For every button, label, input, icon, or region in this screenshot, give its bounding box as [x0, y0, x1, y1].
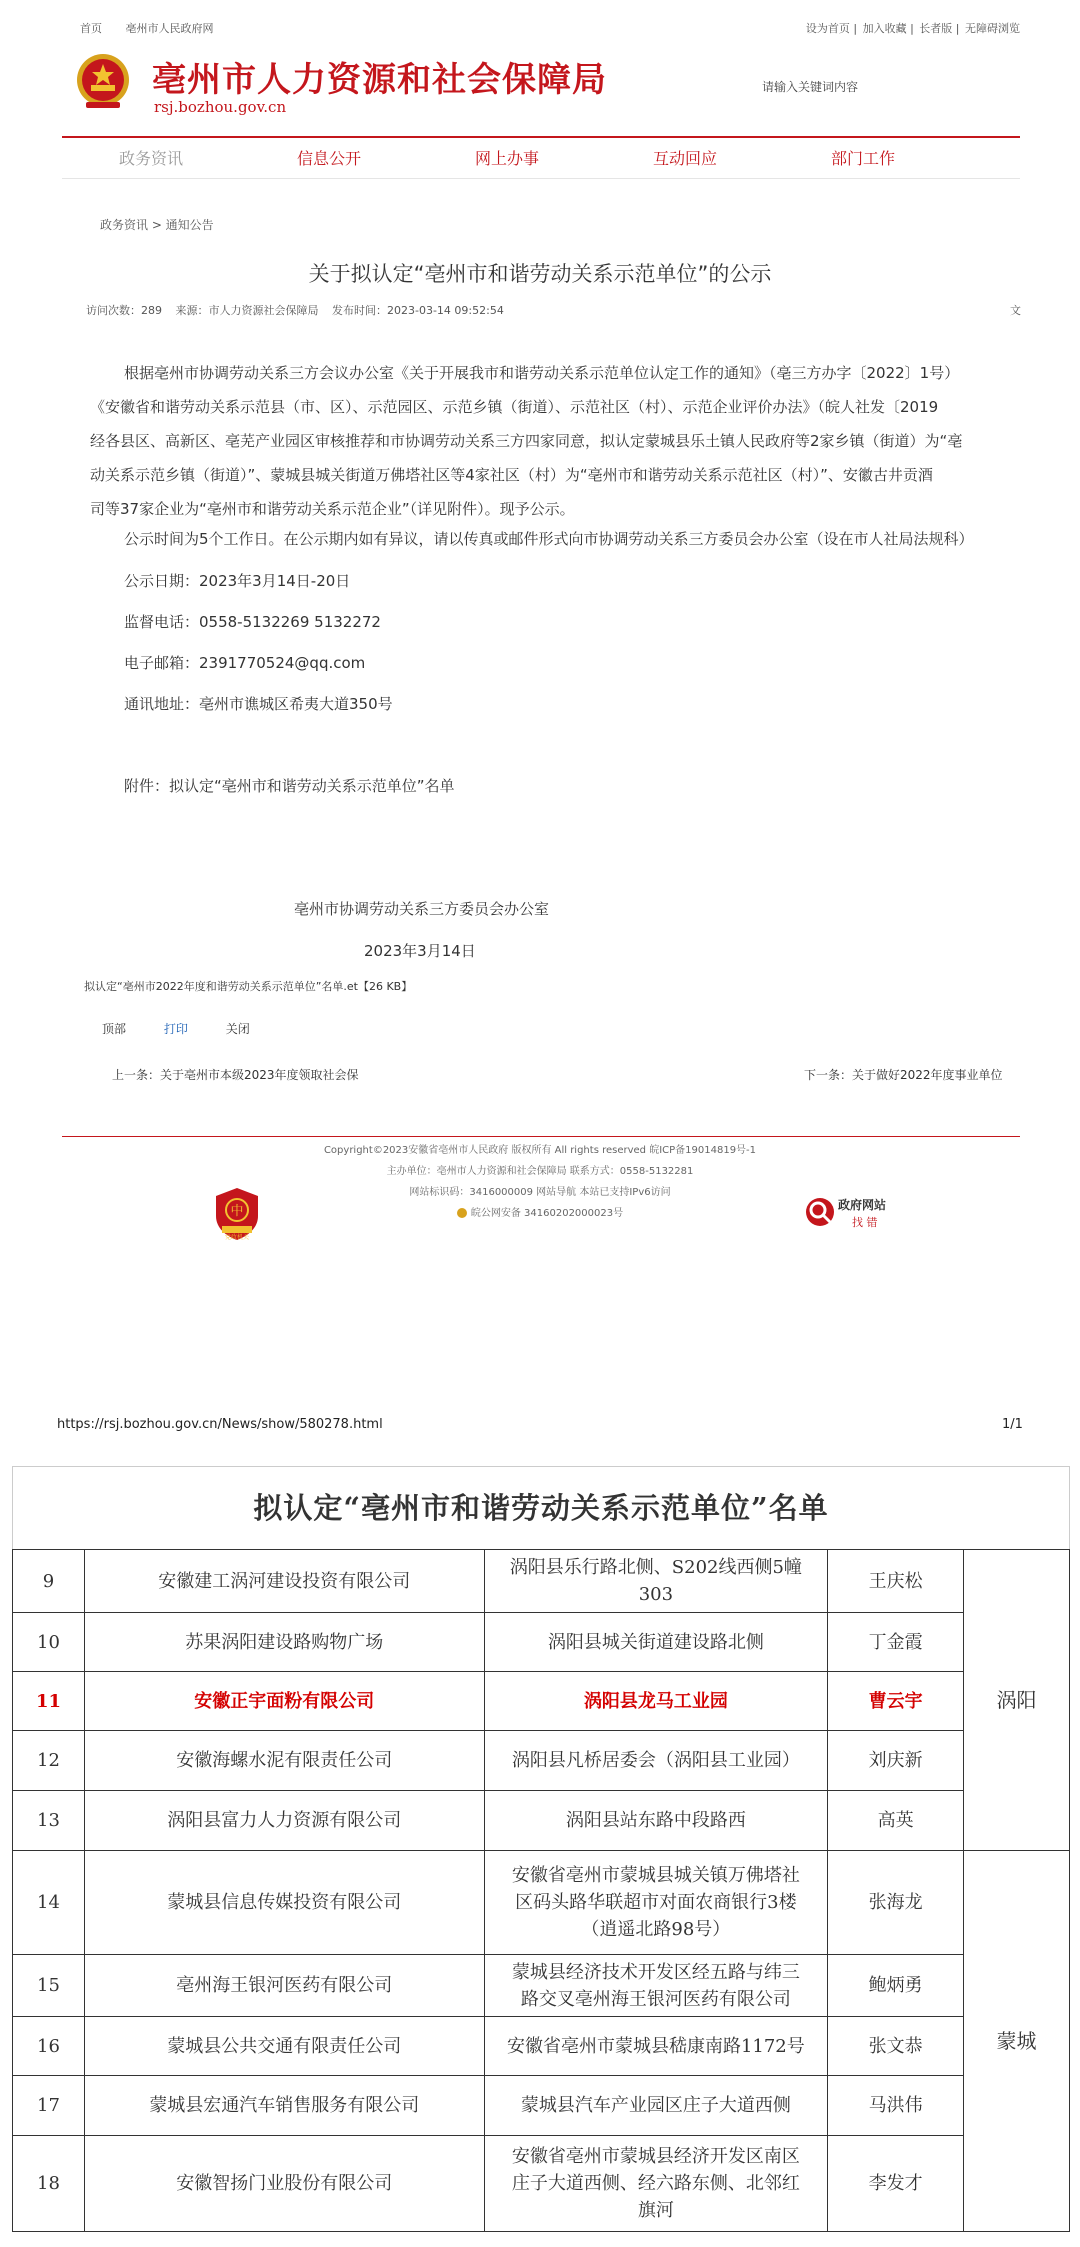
gov-site-error-report[interactable] [804, 1192, 896, 1234]
print-url: https://rsj.bozhou.gov.cn/News/show/580278.html [57, 1417, 383, 1432]
footer-sponsor: 主办单位：亳州市人力资源和社会保障局 联系方式：0558-5132281 [386, 1166, 694, 1177]
back-to-top-button[interactable]: 顶部 [102, 1022, 127, 1036]
signature-org: 亳州市协调劳动关系三方委员会办公室 [294, 900, 550, 918]
attachment-note: 附件：拟认定“亳州市和谐劳动关系示范单位”名单 [124, 777, 455, 795]
company-name: 苏果涡阳建设路购物广场 [84, 1613, 484, 1672]
footer-divider [62, 1136, 1020, 1137]
region-cell: 蒙城 [964, 1851, 1070, 2232]
accessibility-link[interactable]: 无障碍浏览 [965, 22, 1020, 35]
company-name: 蒙城县信息传媒投资有限公司 [84, 1851, 484, 1955]
attachment-link[interactable]: 拟认定“亳州市2022年度和谐劳动关系示范单位”名单.et【26 KB】 [84, 980, 413, 993]
article-meta [86, 302, 514, 318]
next-article-link[interactable]: 下一条：关于做好2022年度事业单位 [804, 1068, 1003, 1082]
table-row [13, 2076, 1070, 2136]
table-row [13, 1731, 1070, 1791]
table-row [13, 1613, 1070, 1672]
footer-site-code: 网站标识码：3416000009 网站导航 本站已支持IPv6访问 [409, 1187, 671, 1198]
error-report-label: 找 错 [852, 1216, 878, 1229]
paragraph-line: 动关系示范乡镇（街道）”、蒙城县城关街道万佛塔社区等4家社区（村）为“亳州市和谐劳动关系示范社区（村）”、安徽古井贡酒 [90, 466, 933, 484]
company-name: 蒙城县宏通汽车销售服务有限公司 [84, 2076, 484, 2136]
company-address: 涡阳县站东路中段路西 [484, 1791, 828, 1851]
row-number: 12 [13, 1731, 85, 1791]
contact-person: 曹云宇 [828, 1672, 964, 1731]
nav-item-interact[interactable]: 互动回应 [652, 149, 717, 168]
table-title: 拟认定“亳州市和谐劳动关系示范单位”名单 [13, 1467, 1070, 1550]
row-number: 13 [13, 1791, 85, 1851]
row-number: 17 [13, 2076, 85, 2136]
contact-person: 张海龙 [828, 1851, 964, 1955]
company-address: 涡阳县乐行路北侧、S202线西侧5幢 303 [484, 1550, 828, 1613]
paragraph-line: 《安徽省和谐劳动关系示范县（市、区）、示范园区、示范乡镇（街道）、示范社区（村）、示范企业评价办法》（皖人社发〔2019 [90, 398, 939, 416]
contact-person: 张文恭 [828, 2017, 964, 2076]
article-title: 关于拟认定“亳州市和谐劳动关系示范单位”的公示 [308, 262, 772, 286]
contact-person: 马洪伟 [828, 2076, 964, 2136]
table-row [13, 1550, 1070, 1613]
company-name: 涡阳县富力人力资源有限公司 [84, 1791, 484, 1851]
company-address: 安徽省亳州市蒙城县经济开发区南区 庄子大道西侧、经六路东侧、北邻红 旗河 [484, 2136, 828, 2232]
company-address: 蒙城县汽车产业园区庄子大道西侧 [484, 2076, 828, 2136]
contact-person: 丁金霞 [828, 1613, 964, 1672]
main-nav [62, 146, 1020, 176]
company-address: 涡阳县凡桥居委会（涡阳县工业园） [484, 1731, 828, 1791]
mailing-address: 通讯地址：亳州市谯城区希夷大道350号 [124, 695, 393, 713]
signature-date: 2023年3月14日 [364, 942, 476, 960]
city-gov-link[interactable]: 亳州市人民政府网 [125, 22, 214, 35]
table-row [13, 1851, 1070, 1955]
region-cell: 涡阳 [964, 1550, 1070, 1851]
attachment-table [12, 1466, 1070, 2232]
breadcrumb[interactable]: 政务资讯 > 通知公告 [100, 218, 214, 232]
notice-date: 公示日期：2023年3月14日-20日 [124, 572, 351, 590]
nav-divider [62, 178, 1020, 179]
footer-police-record [0, 1204, 1080, 1219]
row-number: 9 [13, 1550, 85, 1613]
set-homepage-link[interactable]: 设为首页 [805, 22, 850, 35]
police-badge-icon [457, 1208, 467, 1218]
nav-item-news[interactable]: 政务资讯 [118, 149, 183, 168]
company-address: 安徽省亳州市蒙城县嵇康南路1172号 [484, 2017, 828, 2076]
footer-copyright: Copyright©2023安徽省亳州市人民政府 版权所有 All rights reserved 皖ICP备19014819号-1 [323, 1145, 757, 1156]
company-name: 安徽正宇面粉有限公司 [84, 1672, 484, 1731]
company-name: 安徽建工涡河建设投资有限公司 [84, 1550, 484, 1613]
prev-article-link[interactable]: 上一条：关于亳州市本级2023年度领取社会保 [112, 1068, 359, 1082]
top-bar: 首页 亳州市人民政府网 设为首页 | 加入收藏 | 长者版 | 无障碍浏览 [80, 22, 1020, 35]
article-source: 来源：市人力资源社会保障局 [175, 304, 319, 317]
print-button[interactable]: 打印 [163, 1022, 188, 1036]
company-name: 亳州海王银河医药有限公司 [84, 1955, 484, 2017]
article-paragraph-1 [90, 356, 1020, 526]
company-name: 安徽智扬门业股份有限公司 [84, 2136, 484, 2232]
row-number: 10 [13, 1613, 85, 1672]
paragraph-line: 根据亳州市协调劳动关系三方会议办公室《关于开展我市和谐劳动关系示范单位认定工作的通知》（亳三方办字〔2022〕1号） [124, 364, 960, 382]
gov-site-label: 政府网站 [838, 1198, 887, 1212]
company-name: 蒙城县公共交通有限责任公司 [84, 2017, 484, 2076]
row-number: 16 [13, 2017, 85, 2076]
table-row [13, 2017, 1070, 2076]
article-paragraph-2: 公示时间为5个工作日。在公示期内如有异议，请以传真或邮件形式向市协调劳动关系三方委员会办公室（设在市人社局法规科） [124, 530, 974, 548]
header-divider [62, 136, 1020, 138]
svg-text:中: 中 [230, 1204, 244, 1219]
table-row [13, 1791, 1070, 1851]
home-link[interactable]: 首页 [80, 22, 102, 35]
row-number: 14 [13, 1851, 85, 1955]
company-address: 安徽省亳州市蒙城县城关镇万佛塔社 区码头路华联超市对面农商银行3楼 （逍遥北路98号） [484, 1851, 828, 1955]
party-gov-badge-label: 党政机关 [224, 1234, 249, 1241]
search-input[interactable]: 请输入关键词内容 [762, 80, 859, 94]
font-size-label[interactable]: 文 [1010, 304, 1021, 317]
supervision-phone: 监督电话：0558-5132269 5132272 [124, 613, 381, 631]
nav-item-online[interactable]: 网上办事 [474, 149, 539, 168]
contact-person: 刘庆新 [828, 1731, 964, 1791]
publish-date: 发布时间：2023-03-14 09:52:54 [332, 304, 504, 317]
police-record-text[interactable]: 皖公网安备 34160202000023号 [470, 1208, 624, 1219]
add-favorite-link[interactable]: 加入收藏 [862, 22, 907, 35]
paragraph-line: 司等37家企业为“亳州市和谐劳动关系示范企业”（详见附件）。现予公示。 [90, 500, 575, 518]
site-title[interactable]: 亳州市人力资源和社会保障局 [152, 60, 607, 100]
close-button[interactable]: 关闭 [225, 1022, 250, 1036]
elder-mode-link[interactable]: 长者版 [919, 22, 953, 35]
company-address: 涡阳县龙马工业园 [484, 1672, 828, 1731]
row-number: 18 [13, 2136, 85, 2232]
article-tools [102, 1020, 284, 1037]
contact-person: 王庆松 [828, 1550, 964, 1613]
row-number: 11 [13, 1672, 85, 1731]
site-domain: rsj.bozhou.gov.cn [154, 98, 287, 116]
paragraph-line: 经各县区、高新区、亳芜产业园区审核推荐和市协调劳动关系三方四家同意，拟认定蒙城县乐土镇人民政府等2家乡镇（街道）为“亳 [90, 432, 963, 450]
company-address: 涡阳县城关街道建设路北侧 [484, 1613, 828, 1672]
table-row [13, 1955, 1070, 2017]
contact-person: 高英 [828, 1791, 964, 1851]
nav-item-dept[interactable]: 部门工作 [830, 149, 895, 168]
view-count: 访问次数：289 [86, 304, 162, 317]
contact-person: 鲍炳勇 [828, 1955, 964, 2017]
national-emblem-icon [74, 52, 132, 114]
table-row-highlighted [13, 1672, 1070, 1731]
row-number: 15 [13, 1955, 85, 2017]
contact-person: 李发才 [828, 2136, 964, 2232]
print-page-number: 1/1 [1002, 1417, 1023, 1432]
nav-item-info[interactable]: 信息公开 [296, 149, 361, 168]
contact-email: 电子邮箱：2391770524@qq.com [124, 654, 366, 672]
company-name: 安徽海螺水泥有限责任公司 [84, 1731, 484, 1791]
table-row [13, 2136, 1070, 2232]
company-address: 蒙城县经济技术开发区经五路与纬三 路交叉亳州海王银河医药有限公司 [484, 1955, 828, 2017]
